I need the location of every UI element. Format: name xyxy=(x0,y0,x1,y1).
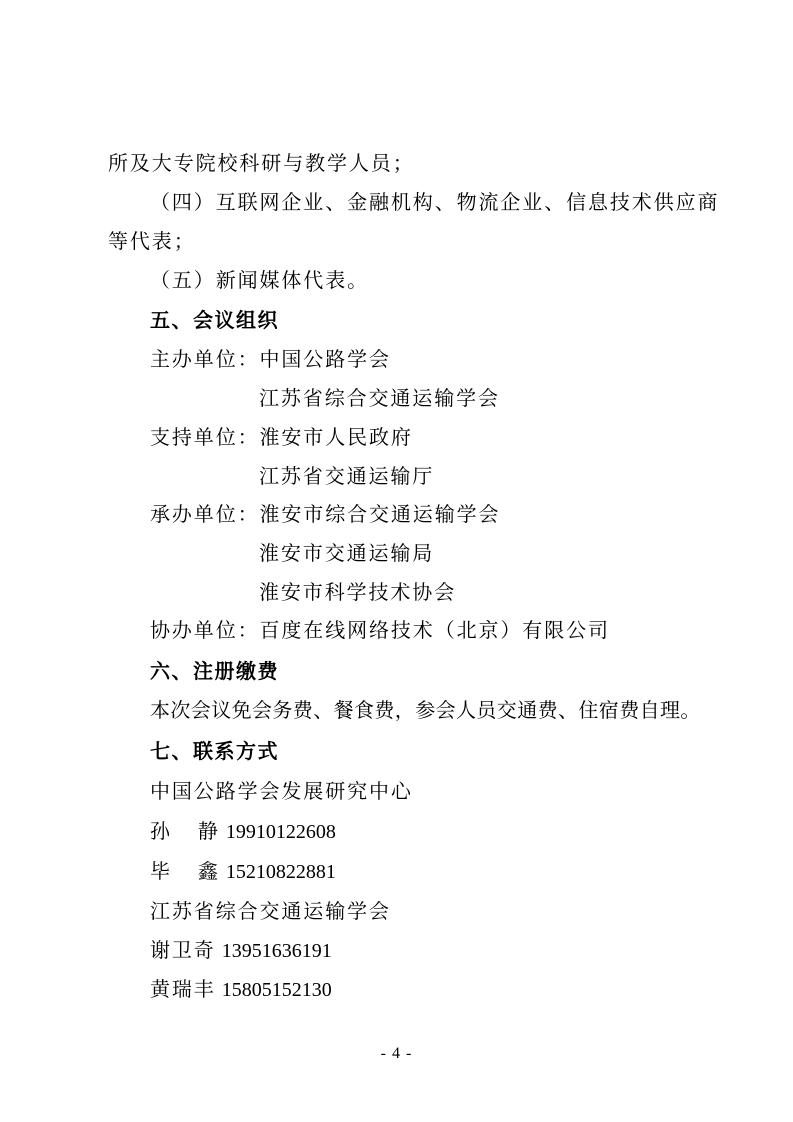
co-organizer-row xyxy=(150,617,610,643)
registration-text: 本次会议免会务费、餐食费，参会人员交通费、住宿费自理。 xyxy=(150,698,701,722)
contact-phone-4: 15805152130 xyxy=(221,979,332,1001)
organizer-name-3: 淮安市科学技术协会 xyxy=(259,580,457,604)
contact-org-1: 中国公路学会发展研究中心 xyxy=(150,779,413,803)
contact-name-3: 谢卫奇 xyxy=(150,938,216,962)
section-heading-contact: 七、联系方式 xyxy=(150,739,279,763)
co-organizer-name: 百度在线网络技术（北京）有限公司 xyxy=(259,618,610,642)
host-row xyxy=(150,346,391,372)
host-name-2: 江苏省综合交通运输学会 xyxy=(259,386,500,410)
contact-org-2: 江苏省综合交通运输学会 xyxy=(150,899,391,923)
contact-name-2b: 鑫 xyxy=(197,859,220,883)
contact-row-2 xyxy=(150,858,336,885)
body-line-2: （四）互联网企业、金融机构、物流企业、信息技术供应商 xyxy=(150,190,720,214)
organizer-label: 承办单位： xyxy=(150,502,260,526)
section-heading-registration: 六、注册缴费 xyxy=(150,659,279,683)
contact-name-1a: 孙 xyxy=(150,819,172,843)
body-line-1: 所及大专院校科研与教学人员； xyxy=(108,151,415,175)
contact-name-1b: 静 xyxy=(197,819,220,843)
body-line-3: 等代表； xyxy=(108,229,196,253)
contact-row-4 xyxy=(150,976,332,1003)
contact-row-1 xyxy=(150,818,336,845)
contact-phone-2: 15210822881 xyxy=(225,861,336,883)
contact-name-2a: 毕 xyxy=(150,859,172,883)
organizer-row xyxy=(150,501,500,527)
contact-phone-1: 19910122608 xyxy=(225,821,336,843)
body-line-4: （五）新闻媒体代表。 xyxy=(150,268,369,292)
organizer-name-1: 淮安市综合交通运输学会 xyxy=(259,502,501,526)
page-number: - 4 - xyxy=(380,1045,413,1062)
co-organizer-label: 协办单位： xyxy=(150,618,260,642)
host-name-1: 中国公路学会 xyxy=(259,347,391,371)
support-name-2: 江苏省交通运输厅 xyxy=(259,464,435,488)
section-heading-organization: 五、会议组织 xyxy=(150,308,279,332)
contact-row-3 xyxy=(150,937,332,964)
support-label: 支持单位： xyxy=(150,425,260,449)
support-name-1: 淮安市人民政府 xyxy=(259,425,413,449)
support-row xyxy=(150,424,413,450)
contact-name-4: 黄瑞丰 xyxy=(150,977,216,1001)
organizer-name-2: 淮安市交通运输局 xyxy=(259,541,435,565)
host-label: 主办单位： xyxy=(150,347,260,371)
contact-phone-3: 13951636191 xyxy=(221,940,332,962)
